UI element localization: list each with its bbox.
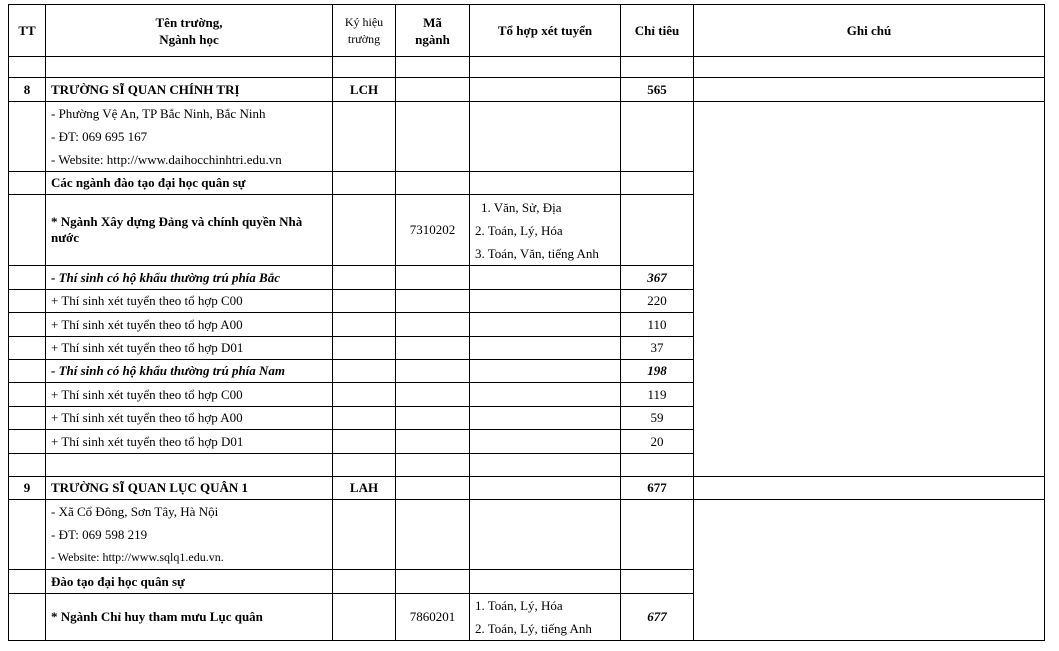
school-number: 9	[9, 477, 46, 500]
subgroup-quota: 110	[621, 313, 694, 337]
major-name: * Ngành Xây dựng Đảng và chính quyền Nhà nước	[46, 195, 333, 266]
school-website[interactable]: - Website: http://www.daihocchinhtri.edu.vn	[51, 152, 282, 167]
header-name: Tên trường, Ngành học	[46, 5, 333, 57]
spacer-row	[9, 57, 1045, 78]
school-quota: 677	[621, 477, 694, 500]
school-info-row	[9, 500, 1045, 570]
school-name: TRƯỜNG SĨ QUAN CHÍNH TRỊ	[46, 78, 333, 102]
school-symbol: LAH	[333, 477, 396, 500]
header-quota: Chỉ tiêu	[621, 5, 694, 57]
region-label: - Thí sinh có hộ khẩu thường trú phía Nam	[46, 360, 333, 383]
subgroup-label: + Thí sinh xét tuyển theo tổ hợp C00	[46, 290, 333, 313]
school-phone: - ĐT: 069 598 219	[51, 527, 148, 542]
school-info	[46, 102, 333, 172]
subgroup-label: + Thí sinh xét tuyển theo tổ hợp A00	[46, 313, 333, 337]
header-row	[9, 5, 1045, 57]
school-address: - Xã Cổ Đông, Sơn Tây, Hà Nội	[51, 504, 219, 519]
section-label: Các ngành đào tạo đại học quân sự	[46, 172, 333, 195]
subgroup-quota: 59	[621, 407, 694, 430]
major-quota: 677	[621, 594, 694, 641]
subgroup-label: + Thí sinh xét tuyển theo tổ hợp D01	[46, 430, 333, 454]
header-tt: TT	[9, 5, 46, 57]
subgroup-quota: 20	[621, 430, 694, 454]
school-symbol: LCH	[333, 78, 396, 102]
subgroup-label: + Thí sinh xét tuyển theo tổ hợp A00	[46, 407, 333, 430]
school-name: TRƯỜNG SĨ QUAN LỤC QUÂN 1	[46, 477, 333, 500]
school-row	[9, 78, 1045, 102]
subgroup-quota: 37	[621, 337, 694, 360]
major-name: * Ngành Chỉ huy tham mưu Lục quân	[46, 594, 333, 641]
school-phone: - ĐT: 069 695 167	[51, 129, 148, 144]
school-quota: 565	[621, 78, 694, 102]
combo-item: 1. Toán, Lý, Hóa	[475, 598, 563, 613]
major-combos	[470, 594, 621, 641]
region-quota: 367	[621, 266, 694, 290]
admissions-table	[8, 4, 1045, 641]
note-cell	[694, 500, 1045, 641]
region-label: - Thí sinh có hộ khẩu thường trú phía Bắc	[46, 266, 333, 290]
combo-item: 3. Toán, Văn, tiếng Anh	[475, 245, 599, 261]
school-info	[46, 500, 333, 570]
header-code: Mã ngành	[396, 5, 470, 57]
major-code: 7860201	[396, 594, 470, 641]
school-row	[9, 477, 1045, 500]
major-combos	[470, 195, 621, 266]
section-label: Đào tạo đại học quân sự	[46, 570, 333, 594]
header-note: Ghi chú	[694, 5, 1045, 57]
combo-item: 1. Văn, Sử, Địa	[481, 199, 562, 215]
combo-item: 2. Toán, Lý, tiếng Anh	[475, 621, 592, 636]
header-combo: Tổ hợp xét tuyển	[470, 5, 621, 57]
school-info-row	[9, 102, 1045, 172]
note-cell	[694, 102, 1045, 477]
subgroup-label: + Thí sinh xét tuyển theo tổ hợp C00	[46, 383, 333, 407]
region-quota: 198	[621, 360, 694, 383]
major-code: 7310202	[396, 195, 470, 266]
header-symbol: Ký hiệu trường	[333, 5, 396, 57]
school-number: 8	[9, 78, 46, 102]
school-address: - Phường Vệ An, TP Bắc Ninh, Bắc Ninh	[51, 106, 266, 121]
subgroup-label: + Thí sinh xét tuyển theo tổ hợp D01	[46, 337, 333, 360]
subgroup-quota: 220	[621, 290, 694, 313]
subgroup-quota: 119	[621, 383, 694, 407]
combo-item: 2. Toán, Lý, Hóa	[475, 222, 563, 238]
school-website[interactable]: - Website: http://www.sqlq1.edu.vn.	[51, 550, 224, 564]
